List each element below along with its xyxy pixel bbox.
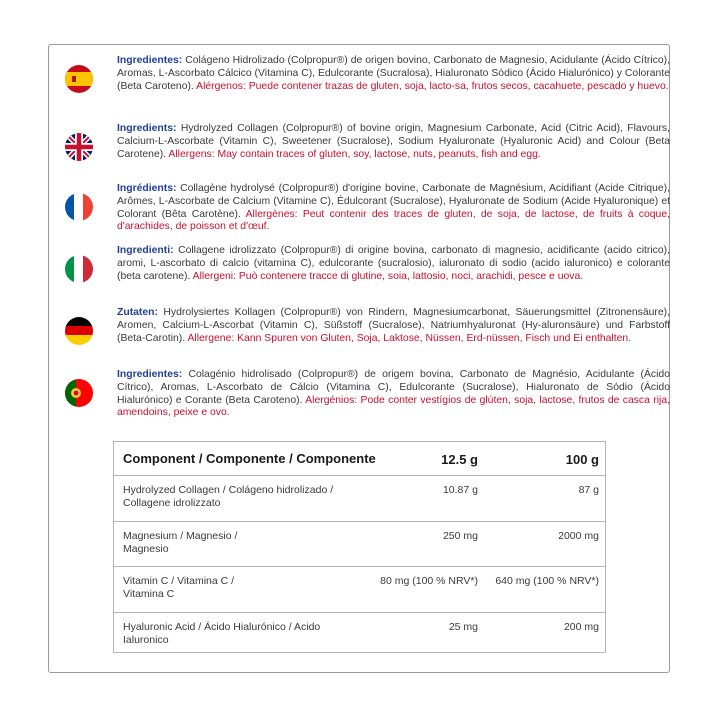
ingredients-label: Ingredienti: [117, 245, 174, 256]
value-per-100g: 2000 mg [558, 530, 599, 542]
table-row [114, 613, 605, 653]
allergens-text: Alergénios: Pode conter vestígios de glúten, soja, lactose, frutos de casca rija, amendoins, peixe e ovo. [117, 394, 670, 419]
table-row [114, 567, 605, 613]
ingredients-body: Hydrolyzed Collagen (Colpropur®) of bovine origin, Magnesium Carbonate, Acid (Citric Acid), Flavours, Calcium-L-Ascorbate (Vitamin C), Sweetener (Sucralose), Sodium Hyaluronate (Hyaluronic Acid) and Colour (Beta Carotene). [117, 123, 670, 160]
ingredients-text-fr [117, 183, 670, 234]
allergens-text: Allergens: May contain traces of gluten, soy, lactose, nuts, peanuts, fish and egg. [168, 148, 541, 160]
ingredients-body: Collagene idrolizzato (Colpropur®) di origine bovina, carbonato di magnesio, acidificante (acido citrico), aromi, L-ascorbato di calcio (vitamina C), edulcorante (sucralosio), ialuronato di sodio (acido ialuronico) e colorante (beta carotene). [117, 245, 670, 282]
component-name: Magnesium / Magnesio / Magnesio [123, 530, 238, 555]
value-per-100g: 87 g [578, 484, 599, 496]
table-row [114, 522, 605, 567]
ingredients-label: Ingrédients: [117, 183, 177, 194]
ingredients-text-es [117, 55, 670, 93]
ingredients-text-it [117, 245, 670, 283]
germany-flag-icon [65, 317, 93, 345]
value-per-100g: 200 mg [563, 621, 599, 633]
ingredients-label: Zutaten: [117, 307, 158, 318]
allergens-text: Allergènes: Peut contenir des traces de gluten, de soja, de lactose, de fruits à coque, d'arachides, de poisson et d'œuf. [117, 208, 671, 233]
header-component: Component / Componente / Componente [123, 451, 376, 466]
table-header-row [114, 442, 605, 476]
portugal-flag-icon [65, 379, 93, 407]
component-name: Hydrolyzed Collagen / Colágeno hidrolizado / Collagene idrolizzato [123, 484, 334, 509]
value-per-100g: 640 mg (100 % NRV*) [495, 575, 599, 587]
ingredients-body: Hydrolysiertes Kollagen (Colpropur®) von Rindern, Magnesiumcarbonat, Säuerungsmittel (Zitronensäure), Aromen, Calcium-L-Ascorbat (Vitamin C), Süßstoff (Sucralose), Natriumhyaluronat (Hy-aluronsäure) und Farbstoff (Beta-Carotin). [117, 307, 670, 344]
value-serving: 10.87 g [442, 484, 478, 496]
ingredients-body: Collagène hydrolysé (Colpropur®) d'origine bovine, Carbonate de Magnésium, Acidifiant (Acide Citrique), Arômes, L-Ascorbate de Calcium (Vitamine C), Édulcorant (Sucralose), Hyaluronate de Sodium (Acide Hyaluronique) et Colorant (Bêta Carotène). [117, 183, 670, 220]
uk-flag-icon [65, 133, 93, 161]
ingredients-label: Ingredientes: [117, 369, 183, 380]
ingredients-body: Colágeno Hidrolizado (Colpropur®) de origen bovino, Carbonato de Magnesio, Acidulante (Ácido Cítrico), Aromas, L-Ascorbato Cálcico (Vitamina C), Edulcorante (Sucralosa), Hialuronato Sódico (Ácido Hialurónico) y Colorante (Beta Caroteno). [117, 55, 670, 92]
italy-flag-icon [65, 255, 93, 283]
component-name: Hyaluronic Acid / Ácido Hialurónico / Acido Ialuronico [123, 621, 321, 646]
header-per-100g: 100 g [565, 452, 599, 467]
ingredients-label: Ingredientes: [117, 55, 183, 66]
value-serving: 250 mg [442, 530, 478, 542]
france-flag-icon [65, 193, 93, 221]
ingredients-label: Ingredients: [117, 123, 177, 134]
value-serving: 80 mg (100 % NRV*) [380, 575, 478, 587]
table-row [114, 476, 605, 522]
value-serving: 25 mg [448, 621, 478, 633]
allergens-text: Alérgenos: Puede contener trazas de gluten, soja, lacto-sa, frutos secos, cacahuete, pescado y huevo. [196, 80, 669, 92]
ingredients-text-en [117, 123, 670, 161]
nutrition-table [113, 441, 606, 653]
header-serving: 12.5 g [441, 452, 478, 467]
label-panel [48, 44, 670, 673]
allergens-text: Allergene: Kann Spuren von Gluten, Soja, Laktose, Nüssen, Erd-nüssen, Fisch und Ei enthalten. [187, 332, 632, 344]
ingredients-body: Colagénio hidrolisado (Colpropur®) de origem bovina, Carbonato de Magnésio, Acidulante (Ácido Cítrico), Aromas, L-Ascorbato de Cálcio (Vitamina C), Edulcorante (Sucralose), Hialuronato de Sódio (Ácido Hialurónico) e Corante (Beta Caroteno). [117, 369, 670, 406]
ingredients-text-pt [117, 369, 670, 420]
ingredients-text-de [117, 307, 670, 345]
component-name: Vitamin C / Vitamina C / Vitamina C [123, 575, 235, 600]
spain-flag-icon [65, 65, 93, 93]
allergens-text: Allergeni: Può contenere tracce di glutine, soia, lattosio, noci, arachidi, pesce e uova. [192, 270, 584, 282]
